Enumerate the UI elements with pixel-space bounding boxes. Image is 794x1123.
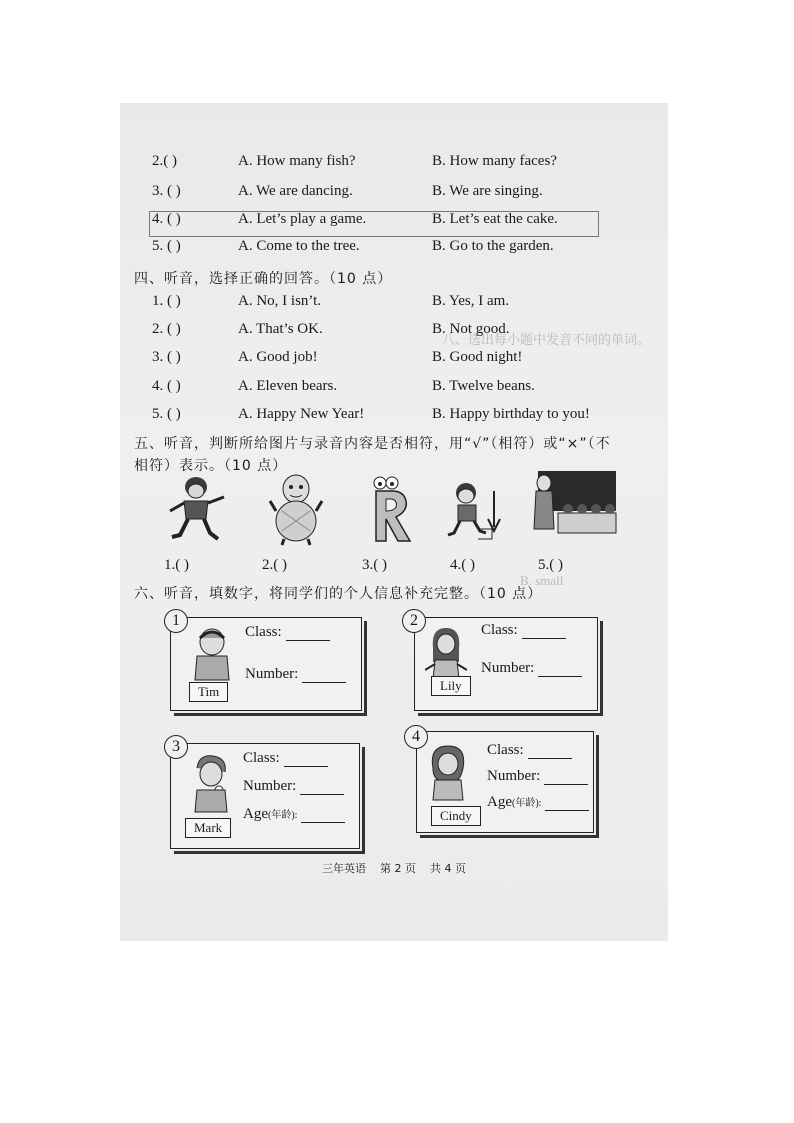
answer-blank[interactable]: 4. ( ) (152, 211, 181, 227)
class-label: Class: (243, 750, 280, 766)
tim-number-field (245, 666, 346, 683)
question-row (152, 349, 652, 371)
number-label: Number: (243, 778, 297, 794)
tim-portrait (191, 626, 233, 682)
picture-answer-blank[interactable]: 1.( ) (164, 557, 189, 573)
class-blank[interactable] (284, 752, 328, 767)
bleed-through-text: B. small (520, 573, 564, 588)
lily-portrait (425, 626, 467, 682)
picture-answer-blank[interactable]: 3.( ) (362, 557, 387, 573)
section-five-title-line1: 五、听音，判断所给图片与录音内容是否相符，用“√”（相符）或“×”（不 (134, 436, 611, 452)
option-b[interactable]: B. Good night! (432, 349, 523, 365)
mark-age-field (243, 806, 345, 823)
number-blank[interactable] (302, 668, 346, 683)
class-label: Class: (245, 624, 282, 640)
option-a[interactable]: A. Happy New Year! (238, 406, 365, 422)
card-number-2: 2 (402, 609, 426, 633)
info-card-lily (414, 617, 598, 711)
cindy-number-field (487, 768, 588, 785)
number-blank[interactable] (544, 770, 588, 785)
cindy-age-field (487, 794, 589, 811)
letter-r-picture (366, 475, 416, 545)
question-row (152, 183, 652, 205)
option-b[interactable]: B. Go to the garden. (432, 238, 554, 254)
section-five-title-line2: 相符）表示。（10 点） (134, 458, 288, 474)
number-label: Number: (481, 660, 535, 676)
number-label: Number: (487, 768, 541, 784)
answer-blank[interactable]: 1. ( ) (152, 293, 181, 309)
option-a[interactable]: A. No, I isn’t. (238, 293, 322, 309)
question-row (152, 378, 652, 400)
option-b[interactable]: B. Yes, I am. (432, 293, 510, 309)
footer-subject: 三年英语 (322, 862, 366, 875)
age-blank[interactable] (301, 808, 345, 823)
option-b[interactable]: B. How many faces? (432, 153, 557, 169)
name-tag-cindy: Cindy (431, 806, 481, 826)
boy-sitting-picture (446, 481, 504, 543)
option-b[interactable]: B. Twelve beans. (432, 378, 535, 394)
class-blank[interactable] (528, 744, 572, 759)
picture-row (120, 469, 668, 549)
footer-page: 第 2 页 (380, 862, 416, 875)
class-blank[interactable] (286, 626, 330, 641)
card-number-4: 4 (404, 725, 428, 749)
class-blank[interactable] (522, 624, 566, 639)
exam-paper (120, 103, 668, 941)
lily-number-field (481, 660, 582, 677)
answer-blank[interactable]: 3. ( ) (152, 183, 181, 199)
mark-class-field (243, 750, 328, 767)
section-six-title: 六、听音，填数字，将同学们的个人信息补充完整。（10 点） (134, 586, 543, 602)
option-a[interactable]: A. Let’s play a game. (238, 211, 367, 227)
option-a[interactable]: A. Come to the tree. (238, 238, 360, 254)
number-blank[interactable] (538, 662, 582, 677)
question-row (152, 238, 652, 260)
page-footer (120, 860, 668, 876)
option-a[interactable]: A. Good job! (238, 349, 318, 365)
age-note: (年龄): (512, 798, 542, 809)
name-tag-lily: Lily (431, 676, 471, 696)
number-label: Number: (245, 666, 299, 682)
dancing-boy-picture (166, 473, 228, 545)
mark-number-field (243, 778, 344, 795)
picture-answer-blank[interactable]: 4.( ) (450, 557, 475, 573)
answer-blank[interactable]: 5. ( ) (152, 238, 181, 254)
card-number-3: 3 (164, 735, 188, 759)
cindy-portrait (427, 744, 469, 802)
card-number-1: 1 (164, 609, 188, 633)
lily-class-field (481, 622, 566, 639)
class-label: Class: (481, 622, 518, 638)
answer-blank[interactable]: 3. ( ) (152, 349, 181, 365)
question-row (152, 293, 652, 315)
answer-blank[interactable]: 5. ( ) (152, 406, 181, 422)
age-blank[interactable] (545, 796, 589, 811)
classroom-picture (528, 469, 618, 543)
option-a[interactable]: A. We are dancing. (238, 183, 353, 199)
info-card-cindy (416, 731, 594, 833)
age-note: (年龄): (268, 810, 298, 821)
answer-blank[interactable]: 4. ( ) (152, 378, 181, 394)
bleed-through-text: 八、选出每小题中发音不同的单词。 (442, 332, 651, 347)
question-row (152, 211, 652, 233)
option-b[interactable]: B. Let’s eat the cake. (432, 211, 558, 227)
option-b[interactable]: B. Happy birthday to you! (432, 406, 590, 422)
footer-total: 共 4 页 (430, 862, 466, 875)
name-tag-mark: Mark (185, 818, 231, 838)
mark-portrait (189, 754, 233, 814)
answer-blank[interactable]: 2. ( ) (152, 321, 181, 337)
section-four-title: 四、听音，选择正确的回答。（10 点） (134, 271, 393, 287)
question-row (152, 153, 652, 175)
class-label: Class: (487, 742, 524, 758)
name-tag-tim: Tim (189, 682, 228, 702)
question-row (152, 321, 652, 343)
option-b[interactable]: B. Not good. (432, 321, 510, 337)
turtle-picture (268, 471, 324, 547)
question-row (152, 406, 652, 428)
option-a[interactable]: A. How many fish? (238, 153, 356, 169)
age-label: Age (243, 806, 268, 822)
info-card-mark (170, 743, 360, 849)
age-label: Age (487, 794, 512, 810)
option-b[interactable]: B. We are singing. (432, 183, 543, 199)
option-a[interactable]: A. That’s OK. (238, 321, 323, 337)
info-card-tim (170, 617, 362, 711)
number-blank[interactable] (300, 780, 344, 795)
picture-answer-blank[interactable]: 2.( ) (262, 557, 287, 573)
picture-answer-blank[interactable]: 5.( ) (538, 557, 563, 573)
option-a[interactable]: A. Eleven bears. (238, 378, 338, 394)
answer-blank[interactable]: 2.( ) (152, 153, 177, 169)
tim-class-field (245, 624, 330, 641)
cindy-class-field (487, 742, 572, 759)
